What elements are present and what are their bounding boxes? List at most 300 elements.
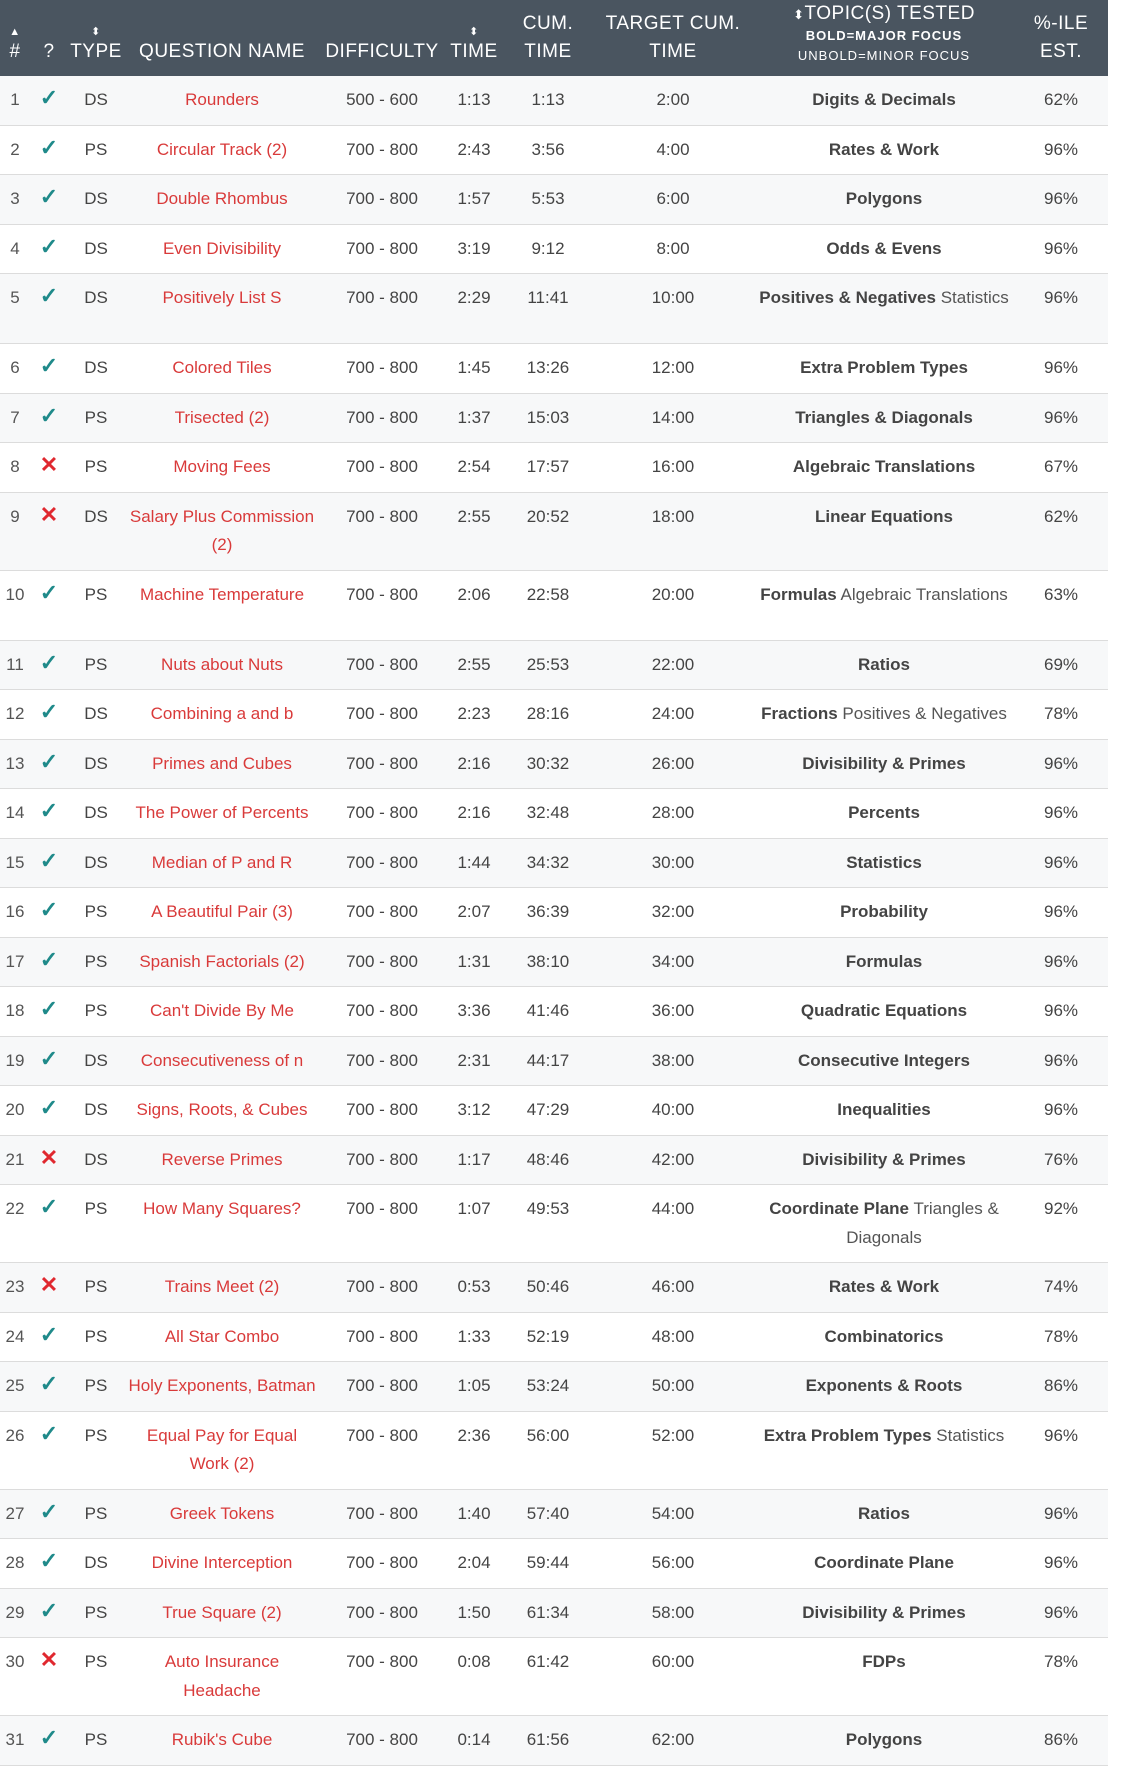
checkmark-icon: ✓ [39,1498,59,1524]
question-name-link[interactable]: Divine Interception [151,1553,293,1572]
difficulty: 700 - 800 [346,1001,418,1020]
percentile-estimate: 96% [1043,1050,1079,1070]
difficulty: 700 - 800 [346,1100,418,1119]
question-name-link[interactable]: Primes and Cubes [152,753,292,773]
question-name-link[interactable]: True Square (2) [162,1602,282,1622]
checkmark-icon: ✓ [39,1371,59,1396]
cum-time: 32:48 [526,803,570,822]
major-topic: Triangles & Diagonals [795,407,973,427]
table-row[interactable] [0,344,1108,394]
target-cum-time: 2:00 [656,90,690,109]
question-type: DS [84,1100,108,1119]
question-name-link[interactable]: Consecutiveness of n [140,1050,304,1070]
difficulty: 700 - 800 [346,1553,418,1572]
minor-topic: Statistics [936,1425,1005,1445]
checkmark-icon: ✓ [39,85,59,110]
checkmark-icon: ✓ [39,1725,59,1750]
difficulty: 700 - 800 [346,189,418,208]
header-cum-time [504,0,592,76]
checkmark-icon: ✓ [39,579,59,605]
difficulty: 700 - 800 [346,852,418,872]
question-type: PS [84,407,108,427]
row-number: 29 [5,1602,25,1622]
question-type: DS [84,704,108,723]
question-type: PS [84,584,108,604]
target-cum-time: 56:00 [651,1553,695,1572]
question-name-link[interactable]: Rubik's Cube [171,1730,273,1749]
major-topic: Rates & Work [828,1277,940,1296]
answer-status [30,492,68,570]
target-cum-time: 12:00 [651,358,695,377]
percentile-estimate: 96% [1043,803,1079,822]
header-time[interactable] [444,0,504,76]
answer-status [30,888,68,938]
row-number: 3 [10,189,20,208]
difficulty: 700 - 800 [346,457,418,476]
row-number: 13 [5,753,25,773]
time: 1:17 [457,1149,491,1169]
percentile-estimate: 78% [1043,704,1079,723]
target-cum-time: 50:00 [651,1376,695,1395]
question-type: PS [84,1001,108,1020]
difficulty: 700 - 800 [346,1277,418,1296]
answer-status [30,640,68,690]
table-row[interactable] [0,1036,1108,1086]
time: 2:07 [457,902,491,921]
difficulty: 700 - 800 [346,704,418,723]
difficulty: 700 - 800 [346,1199,418,1218]
topics-tested [754,1036,1014,1086]
checkmark-icon: ✓ [39,184,59,209]
percentile-estimate: 62% [1043,506,1079,526]
question-type: DS [84,506,108,526]
table-row[interactable] [0,224,1108,274]
topics-tested [754,274,1014,344]
header-topics[interactable] [754,0,1014,76]
topics-tested [754,492,1014,570]
header-percentile-line2: EST. [1039,41,1083,62]
answer-status [30,175,68,225]
header-question-name [124,0,320,76]
answer-status [30,1263,68,1313]
table-row[interactable] [0,570,1108,640]
difficulty: 700 - 800 [346,902,418,921]
topics-tested [754,443,1014,493]
table-row[interactable] [0,1086,1108,1136]
time: 1:45 [457,358,491,377]
table-row[interactable] [0,393,1108,443]
question-name-link[interactable]: Reverse Primes [161,1149,283,1169]
checkmark-icon: ✓ [39,1420,59,1446]
question-name-link[interactable]: Machine Temperature [139,584,305,604]
cum-time: 48:46 [526,1149,570,1169]
topics-tested [754,888,1014,938]
table-row[interactable] [0,443,1108,493]
cum-time: 38:10 [526,951,570,971]
major-topic: Algebraic Translations [792,457,976,476]
question-name-link[interactable]: Moving Fees [173,457,271,476]
question-name-link[interactable]: Greek Tokens [169,1503,275,1523]
question-name-link[interactable]: How Many Squares? [143,1199,301,1218]
table-row[interactable] [0,838,1108,888]
checkmark-icon: ✓ [39,1045,59,1071]
question-name-link[interactable]: Salary Plus Commission (2) [129,506,315,554]
cum-time: 1:13 [531,90,565,109]
percentile-estimate: 96% [1043,902,1079,921]
table-row[interactable] [0,1135,1108,1185]
major-topic: Coordinate Plane [769,1199,910,1218]
cum-time: 15:03 [526,407,570,427]
question-name-link[interactable]: Nuts about Nuts [161,654,283,674]
header-row [0,0,1108,76]
question-type: DS [84,90,108,109]
percentile-estimate: 76% [1043,1149,1079,1169]
difficulty: 700 - 800 [346,1376,418,1395]
target-cum-time: 40:00 [651,1100,695,1119]
checkmark-icon: ✓ [39,134,59,160]
target-cum-time: 4:00 [656,139,690,159]
major-topic: Odds & Evens [826,238,942,258]
row-number: 28 [5,1553,25,1572]
topics-tested [754,690,1014,740]
topics-tested [754,224,1014,274]
question-name-link[interactable]: Spanish Factorials (2) [139,951,305,971]
question-name-link[interactable]: Holy Exponents, Batman [128,1376,316,1395]
table-row[interactable] [0,274,1108,344]
difficulty: 700 - 800 [346,1050,418,1070]
question-type: PS [84,1652,108,1671]
question-type: DS [84,358,108,377]
answer-status [30,1036,68,1086]
target-cum-time: 54:00 [651,1503,695,1523]
time: 2:29 [457,288,491,307]
table-row[interactable] [0,1489,1108,1539]
header-number[interactable] [0,0,30,76]
target-cum-time: 42:00 [651,1149,695,1169]
major-topic: Statistics [846,852,922,872]
time: 3:19 [457,238,491,258]
question-type: DS [84,288,108,307]
question-name-link[interactable]: Positively List S [162,288,282,307]
question-name-link[interactable]: Even Divisibility [162,238,282,258]
topics-tested [754,1489,1014,1539]
percentile-estimate: 62% [1043,90,1079,109]
answer-status [30,1312,68,1362]
row-number: 27 [5,1503,25,1523]
major-topic: Probability [840,902,928,921]
major-topic: Formulas [760,584,837,604]
target-cum-time: 36:00 [651,1001,695,1020]
row-number: 25 [5,1376,25,1395]
topics-tested [754,393,1014,443]
question-type: PS [84,654,108,674]
table-row[interactable] [0,1539,1108,1589]
header-time-label: TIME [450,41,498,62]
cross-icon: ✕ [39,1647,59,1672]
cum-time: 53:24 [526,1376,570,1395]
header-type[interactable] [68,0,124,76]
header-percentile [1014,0,1108,76]
major-topic: Fractions [761,704,838,723]
focus-note-unbold: UNBOLD=MINOR FOCUS [797,48,971,63]
major-topic: Percents [848,803,920,822]
question-name-link[interactable]: Trisected (2) [174,407,270,427]
topics-tested [754,1716,1014,1766]
target-cum-time: 16:00 [651,457,695,476]
sort-asc-icon: ▲ [9,26,21,38]
time: 2:55 [457,506,491,526]
cross-icon: ✕ [39,1144,59,1170]
percentile-estimate: 78% [1043,1652,1079,1671]
time: 1:07 [457,1199,491,1218]
table-row[interactable] [0,937,1108,987]
checkmark-icon: ✓ [39,649,59,675]
table-row[interactable] [0,987,1108,1037]
row-number: 14 [5,803,25,822]
cum-time: 59:44 [526,1553,570,1572]
difficulty: 700 - 800 [346,654,418,674]
row-number: 18 [5,1001,25,1020]
checkmark-icon: ✓ [39,1597,59,1623]
target-cum-time: 22:00 [651,654,695,674]
table-row[interactable] [0,888,1108,938]
topics-tested [754,1411,1014,1489]
table-row[interactable] [0,789,1108,839]
cum-time: 50:46 [526,1277,570,1296]
percentile-estimate: 78% [1043,1326,1079,1346]
percentile-estimate: 96% [1043,407,1079,427]
time: 1:33 [457,1326,491,1346]
answer-status [30,1716,68,1766]
table-row[interactable] [0,739,1108,789]
header-question-name-label: QUESTION NAME [139,41,305,62]
time: 2:43 [457,139,491,159]
cum-time: 49:53 [526,1199,570,1218]
checkmark-icon: ✓ [39,353,59,378]
table-row[interactable] [0,1362,1108,1412]
answer-status [30,1588,68,1638]
table-row[interactable] [0,1716,1108,1766]
checkmark-icon: ✓ [39,1321,59,1347]
answer-status [30,789,68,839]
question-type: DS [84,189,108,208]
answer-status [30,1638,68,1716]
difficulty: 700 - 800 [346,506,418,526]
time: 0:53 [457,1277,491,1296]
cross-icon: ✕ [39,452,59,477]
question-name-link[interactable]: Combining a and b [150,704,294,723]
target-cum-time: 46:00 [651,1277,695,1296]
checkmark-icon: ✓ [39,1095,59,1120]
table-row[interactable] [0,125,1108,175]
answer-status [30,690,68,740]
percentile-estimate: 96% [1043,139,1079,159]
checkmark-icon: ✓ [39,897,59,922]
difficulty: 700 - 800 [346,238,418,258]
table-row[interactable] [0,1185,1108,1263]
answer-status [30,937,68,987]
difficulty: 700 - 800 [346,288,418,307]
question-name-link[interactable]: All Star Combo [164,1326,280,1346]
time: 1:31 [457,951,491,971]
percentile-estimate: 96% [1043,1001,1079,1020]
question-type: DS [84,238,108,258]
row-number: 30 [5,1652,25,1671]
row-number: 31 [5,1730,25,1749]
cum-time: 5:53 [531,189,565,208]
row-number: 23 [5,1277,25,1296]
time: 2:54 [457,457,491,476]
question-type: PS [84,1730,108,1749]
minor-topic: Algebraic Translations [840,584,1008,604]
target-cum-time: 26:00 [651,753,695,773]
topics-tested [754,739,1014,789]
table-row[interactable] [0,1638,1108,1716]
question-name-link[interactable]: Median of P and R [151,852,293,872]
question-name-link[interactable]: Colored Tiles [172,358,272,377]
checkmark-icon: ✓ [39,402,59,428]
answer-status [30,125,68,175]
checkmark-icon: ✓ [39,1194,59,1219]
topics-tested [754,570,1014,640]
table-row[interactable] [0,1588,1108,1638]
table-row[interactable] [0,640,1108,690]
question-type: DS [84,852,108,872]
sort-icon: ⬍ [469,26,479,38]
time: 2:06 [457,584,491,604]
table-row[interactable] [0,76,1108,125]
question-type: DS [84,753,108,773]
row-number: 10 [5,584,25,604]
target-cum-time: 48:00 [651,1326,695,1346]
percentile-estimate: 96% [1043,358,1079,377]
target-cum-time: 10:00 [651,288,695,307]
answer-status [30,1489,68,1539]
time: 2:16 [457,803,491,822]
question-name-link[interactable]: Circular Track (2) [156,139,288,159]
topics-tested [754,1263,1014,1313]
topics-tested [754,937,1014,987]
minor-topic: Triangles & Diagonals [846,1199,999,1247]
target-cum-time: 58:00 [651,1602,695,1622]
sort-icon: ⬍ [793,7,805,22]
table-header [0,0,1108,76]
question-type: PS [84,139,108,159]
row-number: 2 [10,139,20,159]
time: 2:31 [457,1050,491,1070]
percentile-estimate: 96% [1043,238,1079,258]
cum-time: 44:17 [526,1050,570,1070]
major-topic: Consecutive Integers [798,1050,970,1070]
answer-status [30,344,68,394]
question-name-link[interactable]: A Beautiful Pair (3) [151,902,293,921]
target-cum-time: 44:00 [651,1199,695,1218]
percentile-estimate: 96% [1043,288,1079,307]
cum-time: 56:00 [526,1425,570,1445]
question-type: DS [84,1149,108,1169]
cum-time: 22:58 [526,584,570,604]
topics-tested [754,76,1014,125]
question-name-link[interactable]: Rounders [185,90,259,109]
checkmark-icon: ✓ [39,996,59,1021]
difficulty: 700 - 800 [346,139,418,159]
cum-time: 9:12 [531,238,565,258]
percentile-estimate: 96% [1043,1503,1079,1523]
table-row[interactable] [0,1312,1108,1362]
difficulty: 700 - 800 [346,803,418,822]
answer-status [30,224,68,274]
target-cum-time: 20:00 [651,584,695,604]
header-difficulty [320,0,444,76]
checkmark-icon: ✓ [39,798,59,823]
cum-time: 20:52 [526,506,570,526]
answer-status [30,838,68,888]
table-row[interactable] [0,1263,1108,1313]
table-row[interactable] [0,492,1108,570]
major-topic: Polygons [845,1730,923,1749]
table-row[interactable] [0,1411,1108,1489]
question-name-link[interactable]: Trains Meet (2) [164,1277,280,1296]
question-name-link[interactable]: Equal Pay for Equal Work (2) [146,1425,298,1473]
major-topic: Divisibility & Primes [802,753,966,773]
topics-tested [754,1086,1014,1136]
question-name-link[interactable]: Auto Insurance Headache [164,1652,280,1700]
question-name-link[interactable]: Signs, Roots, & Cubes [136,1100,308,1119]
topics-tested [754,640,1014,690]
major-topic: Linear Equations [815,506,953,526]
difficulty: 700 - 800 [346,753,418,773]
time: 2:55 [457,654,491,674]
major-topic: Polygons [845,189,923,208]
topics-tested [754,175,1014,225]
question-name-link[interactable]: Double Rhombus [156,189,288,208]
percentile-estimate: 69% [1043,654,1079,674]
row-number: 12 [5,704,25,723]
cross-icon: ✕ [39,1272,59,1297]
topics-tested [754,987,1014,1037]
answer-status [30,1086,68,1136]
row-number: 11 [6,654,24,674]
answer-status [30,1135,68,1185]
question-type: PS [84,1326,108,1346]
difficulty: 700 - 800 [346,1730,418,1749]
time: 1:44 [457,852,491,872]
percentile-estimate: 96% [1043,951,1079,971]
percentile-estimate: 96% [1043,1100,1079,1119]
topics-tested [754,1312,1014,1362]
row-number: 1 [10,90,20,109]
percentile-estimate: 92% [1043,1199,1079,1218]
target-cum-time: 38:00 [651,1050,695,1070]
table-row[interactable] [0,690,1108,740]
question-name-link[interactable]: The Power of Percents [135,803,309,822]
time: 1:37 [457,407,491,427]
question-type: DS [84,803,108,822]
answer-status [30,1411,68,1489]
difficulty: 700 - 800 [346,951,418,971]
difficulty: 700 - 800 [346,1326,418,1346]
cum-time: 30:32 [526,753,570,773]
cum-time: 13:26 [526,358,570,377]
time: 0:14 [457,1730,491,1749]
percentile-estimate: 86% [1043,1730,1079,1749]
cum-time: 25:53 [526,654,570,674]
question-name-link[interactable]: Can't Divide By Me [149,1001,295,1020]
table-row[interactable] [0,175,1108,225]
time: 0:08 [457,1652,491,1671]
header-cum-time-line1: CUM. [522,13,574,34]
target-cum-time: 34:00 [651,951,695,971]
